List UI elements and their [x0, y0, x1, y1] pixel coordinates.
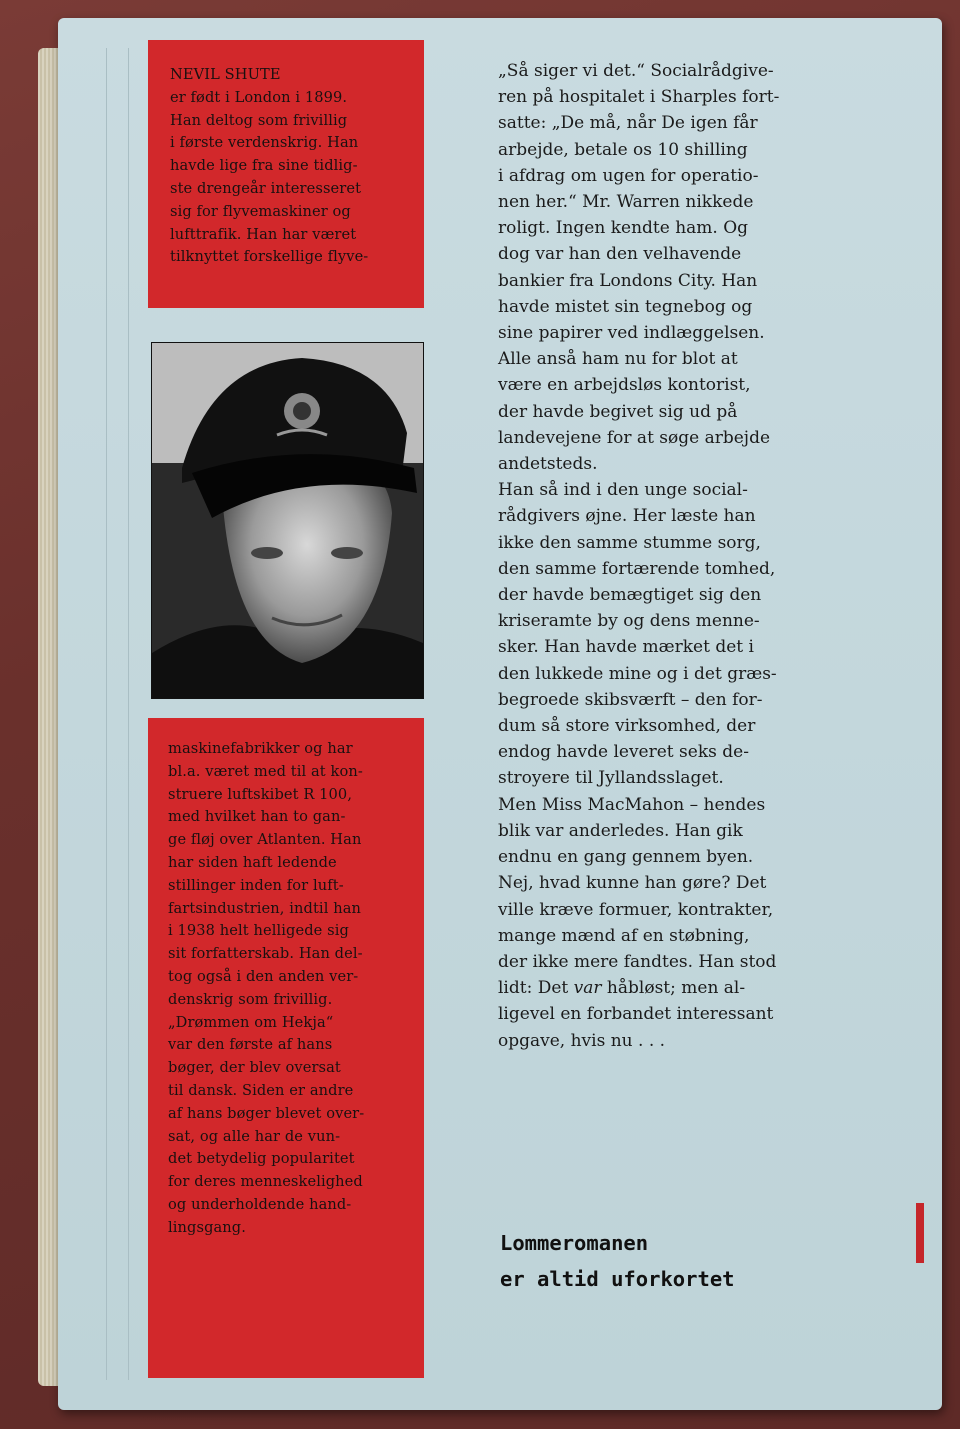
- blurb-paragraph-3-part-b: håbløst; men al- ligevel en forbandet interessant opgave, hvis nu . . .: [498, 978, 774, 1051]
- spine-crease: [106, 48, 107, 1380]
- author-heading: NEVIL SHUTE: [170, 66, 281, 83]
- tagline-line-1: Lommeromanen: [500, 1231, 649, 1255]
- series-tagline: [500, 1225, 860, 1297]
- author-photo: [151, 342, 424, 699]
- cover-edge-mark: [916, 1203, 924, 1263]
- blurb-paragraph-2: Han så ind i den unge social- rådgivers øjne. Her læste han ikke den samme stumme sorg, den samme fortærende tomhed, der havde bemægtiget sig den kriseramte by og dens menne- sker. Han havde mærket det i den lukkede mine og i det græs- begroede skibsværft – den for- dum så store virksomhed, der endog havde leveret seks de- stroyere til Jyllandsslaget.: [498, 480, 777, 789]
- blurb-paragraph-3: [498, 795, 776, 1051]
- author-bio-panel-bottom: [148, 718, 424, 1378]
- bio-text-top: [170, 64, 414, 269]
- author-portrait-illustration: [152, 343, 423, 698]
- blurb-paragraph-1: „Så siger vi det.“ Socialrådgive- ren på hospitalet i Sharples fort- satte: „De må, når De igen får arbejde, betale os 10 shilling i afdrag om ugen for operatio- nen her.“ Mr. Warren nikkede roligt. Ingen kendte ham. Og dog var han den velhavende bankier fra Londons City. Han havde mistet sin tegnebog og sine papirer ved indlæggelsen. Alle anså ham nu for blot at være en arbejdsløs kontorist, der havde begivet sig ud på landevejene for at søge arbejde andetsteds.: [498, 61, 780, 475]
- blurb-text: [498, 58, 878, 1054]
- tagline-line-2: er altid uforkortet: [500, 1267, 735, 1291]
- bio-bottom-body: maskinefabrikker og har bl.a. været med til at kon- struere luftskibet R 100, med hvilket han to gan- ge fløj over Atlanten. Han har siden haft ledende stillinger inden for luft- fartsindustrien, indtil han i 1938 helt helligede sig sit forfatterskab. Han del- tog også i den anden ver- denskrig som frivillig. „Drømmen om Hekja“ var den første af hans bøger, der blev oversat til dansk. Siden er andre af hans bøger blevet over- sat, og alle har de vun- det betydelig popularitet for deres menneskelighed og underholdende hand- lingsgang.: [168, 740, 365, 1236]
- blurb-emphasis: var: [573, 978, 602, 999]
- blurb-paragraph-3-part-a: Men Miss MacMahon – hendes blik var anderledes. Han gik endnu en gang gennem byen. Nej, hvad kunne han gøre? Det ville kræve formuer, kontrakter, mange mænd af en støbning, der ikke mere fandtes. Han stod lidt: Det: [498, 794, 777, 999]
- spine-crease: [128, 48, 129, 1380]
- bio-top-body: er født i London i 1899. Han deltog som frivillig i første verdenskrig. Han havde lige fra sine tidlig- ste drengeår interesseret sig for flyvemaskiner og lufttrafik. Han har været tilknyttet forskellige flyve-: [170, 88, 369, 266]
- author-bio-panel-top: [148, 40, 424, 308]
